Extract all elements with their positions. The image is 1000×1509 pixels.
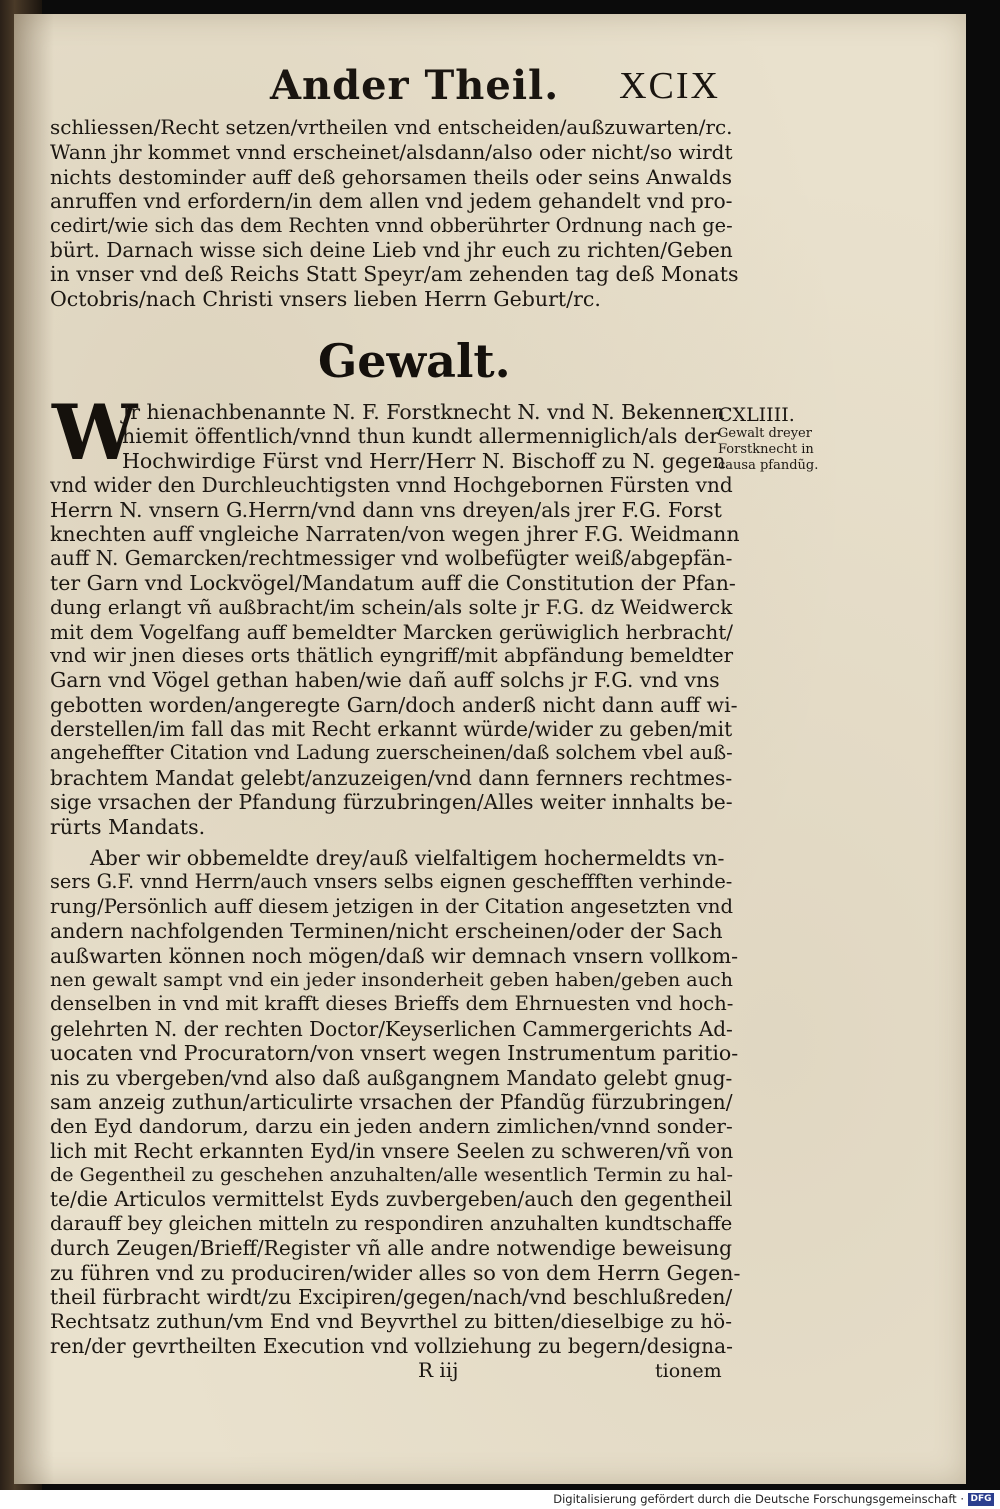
text-line: andern nachfolgenden Terminen/nicht erscheinen/oder der Sach [50, 919, 723, 944]
text-line: Rechtsatz zuthun/vm End vnd Beyvrthel zu bitten/dieselbige zu hö- [50, 1309, 732, 1334]
marginal-number: CXLIIII. [718, 404, 795, 426]
text-line: darauff bey gleichen mitteln zu respondiren anzuhalten kundtschaffe [50, 1211, 733, 1235]
page-header [270, 62, 730, 122]
signature-mark: R iij [418, 1358, 459, 1382]
catchword: tionem [655, 1360, 722, 1382]
marginal-note [718, 404, 828, 474]
text-line: de Gegentheil zu geschehen anzuhalten/alle wesentlich Termin zu hal- [50, 1163, 733, 1187]
main-paragraph-1 [50, 400, 740, 839]
funding-credit: Digitalisierung gefördert durch die Deutsche Forschungsgemeinschaft · [553, 1492, 964, 1506]
text-line: in vnser vnd deß Reichs Statt Speyr/am zehenden tag deß Monats [50, 262, 739, 287]
text-line: durch Zeugen/Brieff/Register vñ alle andre notwendige beweisung [50, 1236, 733, 1261]
text-line: schliessen/Recht setzen/vrtheilen vnd entscheiden/außzuwarten/rc. [50, 116, 733, 139]
text-line: Wann jhr kommet vnnd erscheinet/alsdann/also oder nicht/so wirdt [50, 140, 733, 165]
running-head: Ander Theil. [270, 62, 560, 109]
text-line: ren/der gevrtheilten Execution vnd vollziehung zu begern/designa- [50, 1333, 733, 1358]
text-line: te/die Articulos vermittelst Eyds zuvbergeben/auch den gegentheil [50, 1187, 733, 1212]
text-line: auff N. Gemarcken/rechtmessiger vnd wolbefügter weiß/abgepfän- [50, 546, 733, 571]
text-line: sam anzeig zuthun/articulirte vrsachen der Pfandũg fürzubringen/ [50, 1089, 733, 1114]
text-line: ter Garn vnd Lockvögel/Mandatum auff die Constitution der Pfan- [50, 570, 736, 595]
text-line: derstellen/im fall das mit Recht erkannt würde/wider zu geben/mit [50, 717, 733, 742]
text-line: rürts Mandats. [50, 814, 206, 839]
text-line: gebotten worden/angeregte Garn/doch anderß nicht dann auff wi- [50, 692, 738, 717]
text-line: dung erlangt vñ außbracht/im schein/als solte jr F.G. dz Weidwerck [50, 595, 733, 620]
text-line: brachtem Mandat gelebt/anzuzeigen/vnd dann fernners rechtmes- [50, 765, 733, 790]
text-line: theil fürbracht wirdt/zu Excipiren/gegen/nach/vnd beschlußreden/ [50, 1285, 733, 1310]
text-line: den Eyd dandorum, darzu ein jeden andern zimlichen/vnnd sonder- [50, 1114, 733, 1139]
text-line: vnd wir jnen dieses orts thätlich eyngriff/mit abpfändung bemeldter [50, 643, 734, 667]
text-line: knechten auff vngleiche Narraten/von wegen jhrer F.G. Weidmann [50, 521, 740, 546]
text-line: anruffen vnd erfordern/in dem allen vnd jedem gehandelt vnd pro- [50, 189, 733, 214]
scan-right-edge [970, 0, 1000, 1490]
text-line: Octobris/nach Christi vnsers lieben Herrn Geburt/rc. [50, 286, 601, 311]
text-line: vnd wider den Durchleuchtigsten vnnd Hochgebornen Fürsten vnd [50, 473, 733, 498]
text-line: Hochwirdige Fürst vnd Herr/Herr N. Bischoff zu N. gegen [122, 448, 726, 473]
text-line: angeheffter Citation vnd Ladung zuerscheinen/daß solchem vbel auß- [50, 741, 733, 765]
text-line: gelehrten N. der rechten Doctor/Keyserlichen Cammergerichts Ad- [50, 1016, 733, 1041]
footer-bar [0, 1490, 1000, 1509]
text-line: sige vrsachen der Pfandung fürzubringen/Alles weiter innhalts be- [50, 790, 733, 815]
text-line: rung/Persönlich auff diesem jetzigen in der Citation angesetzten vnd [50, 894, 734, 918]
marginal-line: Forstknecht in [718, 442, 814, 457]
text-line: uocaten vnd Procuratorn/von vnsert wegen Instrumentum paritio- [50, 1041, 739, 1066]
text-line: denselben in vnd mit krafft dieses Brieffs dem Ehrnuesten vnd hoch- [50, 992, 734, 1016]
text-line: nen gewalt sampt vnd ein jeder insonderheit geben haben/geben auch [50, 967, 733, 991]
text-line: Aber wir obbemeldte drey/auß vielfaltigem hochermeldts vn- [90, 846, 725, 870]
text-line: lich mit Recht erkannten Eyd/in vnsere Seelen zu schweren/vñ von [50, 1138, 734, 1163]
marginal-line: causa pfandũg. [718, 458, 819, 473]
section-title: Gewalt. [318, 334, 511, 388]
text-line: außwarten können noch mögen/daß wir demnach vnsern vollkom- [50, 943, 739, 968]
text-line: Jr hienachbenannte N. F. Forstknecht N. vnd N. Bekennen [122, 400, 725, 424]
decorated-initial: W [52, 388, 138, 477]
text-line: cedirt/wie sich das dem Rechten vnnd obberührter Ordnung nach ge- [50, 213, 733, 237]
text-line: nichts destominder auff deß gehorsamen theils oder seins Anwalds [50, 164, 732, 189]
main-paragraph-2 [50, 846, 740, 1358]
intro-paragraph [50, 116, 740, 311]
text-line: zu führen vnd zu produciren/wider alles so von dem Herrn Gegen- [50, 1260, 740, 1285]
dfg-logo: DFG [968, 1493, 994, 1506]
text-line: Herrn N. vnsern G.Herrn/vnd dann vns dreyen/als jrer F.G. Forst [50, 497, 722, 522]
marginal-line: Gewalt dreyer [718, 426, 812, 441]
text-line: Garn vnd Vögel gethan haben/wie dañ auff solchs jr F.G. vnd vns [50, 668, 720, 693]
text-line: nis zu vbergeben/vnd also daß außgangnem Mandato gelebt gnug- [50, 1065, 733, 1090]
text-line: hiemit öffentlich/vnnd thun kundt allermenniglich/als der [122, 424, 720, 449]
text-line: mit dem Vogelfang auff bemeldter Marcken gerüwiglich herbracht/ [50, 619, 733, 644]
text-line: bürt. Darnach wisse sich deine Lieb vnd jhr euch zu richten/Geben [50, 237, 733, 262]
folio-number: XCIX [619, 65, 720, 107]
text-line: sers G.F. vnnd Herrn/auch vnsers selbs eignen gescheffften verhinde- [50, 870, 733, 894]
